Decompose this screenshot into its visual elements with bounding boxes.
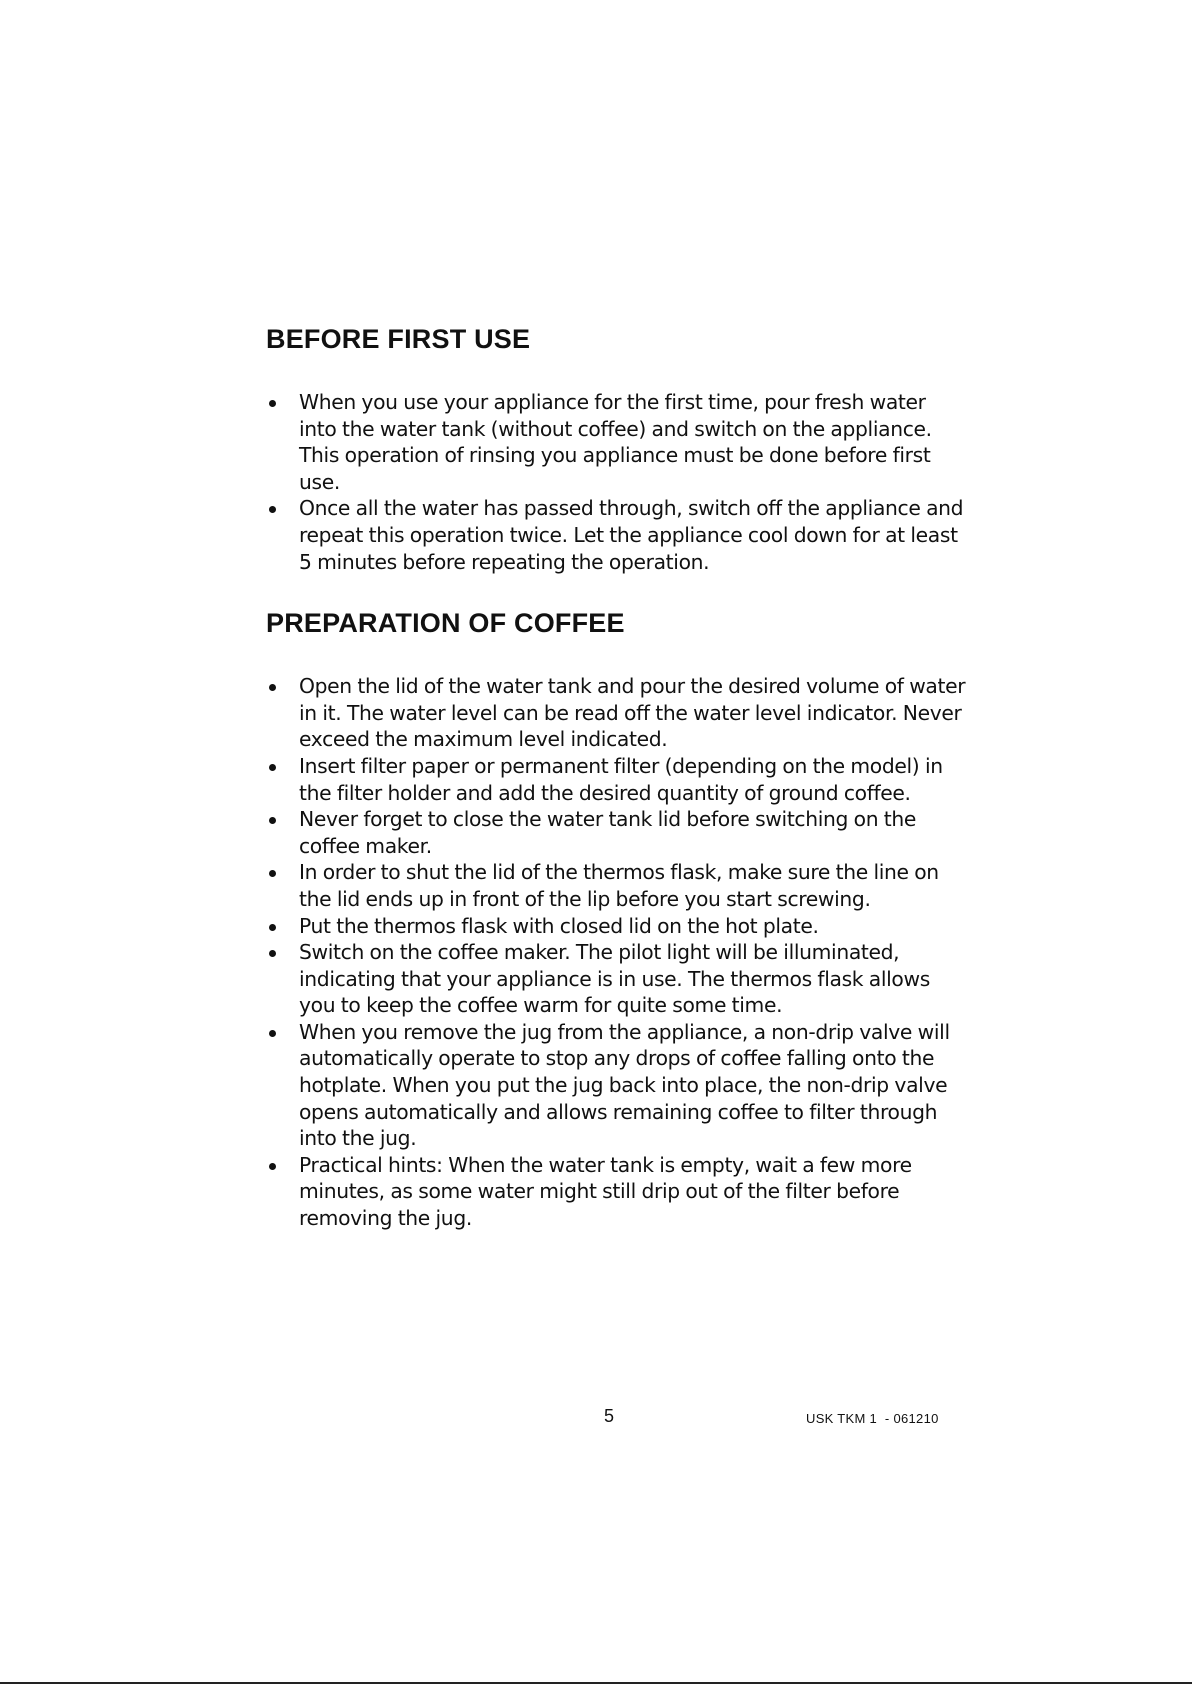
section-title-preparation-of-coffee: PREPARATION OF COFFEE <box>266 608 625 639</box>
list-item <box>266 939 966 1019</box>
bullet-icon <box>269 764 276 771</box>
page-bottom-rule <box>0 1682 1192 1684</box>
list-item-text: Switch on the coffee maker. The pilot light will be illuminated, indicating that your appliance is in use. The thermos flask allows you to keep the coffee warm for quite some time. <box>299 940 930 1018</box>
list-item <box>266 806 966 859</box>
list-item <box>266 913 966 940</box>
list-item <box>266 1152 966 1232</box>
bullet-icon <box>269 400 276 407</box>
before-first-use-list <box>266 389 966 575</box>
list-item <box>266 859 966 912</box>
list-item-text: Insert filter paper or permanent filter (depending on the model) in the filter holder and add the desired quantity of ground coffee. <box>299 753 943 805</box>
list-item-text: When you remove the jug from the appliance, a non-drip valve will automatically operate to stop any drops of coffee falling onto the hotplate. When you put the jug back into place, the non-drip valve opens automatically and allows remaining coffee to filter through into the jug. <box>299 1019 950 1151</box>
page-number: 5 <box>604 1406 615 1426</box>
bullet-icon <box>269 506 276 513</box>
bullet-icon <box>269 924 276 931</box>
list-item-text: Open the lid of the water tank and pour the desired volume of water in it. The water level can be read off the water level indicator. Never exceed the maximum level indicated. <box>299 674 966 752</box>
list-item-text: Never forget to close the water tank lid before switching on the coffee maker. <box>299 807 917 858</box>
list-item <box>266 389 966 495</box>
list-item-text: When you use your appliance for the first time, pour fresh water into the water tank (without coffee) and switch on the appliance. This operation of rinsing you appliance must be done before first use. <box>299 390 932 494</box>
preparation-of-coffee-list <box>266 673 966 1231</box>
list-item <box>266 495 966 575</box>
list-item-text: Once all the water has passed through, switch off the appliance and repeat this operation twice. Let the appliance cool down for at least 5 minutes before repeating the operation. <box>299 496 964 574</box>
bullet-icon <box>269 1030 276 1037</box>
list-item-text: Practical hints: When the water tank is empty, wait a few more minutes, as some water might still drip out of the filter before removing the jug. <box>299 1152 912 1231</box>
bullet-icon <box>269 870 276 877</box>
bullet-icon <box>269 817 276 824</box>
bullet-icon <box>269 1163 276 1170</box>
list-item-text: Put the thermos flask with closed lid on the hot plate. <box>299 913 819 938</box>
document-body <box>266 322 966 1232</box>
section-title-before-first-use: BEFORE FIRST USE <box>266 324 531 354</box>
list-item <box>266 753 966 806</box>
document-code: USK TKM 1 - 061210 <box>806 1411 939 1426</box>
list-item <box>266 1019 966 1152</box>
list-item-text: In order to shut the lid of the thermos flask, make sure the line on the lid ends up in front of the lip before you start screwing. <box>299 860 939 911</box>
bullet-icon <box>269 950 276 957</box>
bullet-icon <box>269 684 276 691</box>
list-item <box>266 673 966 753</box>
